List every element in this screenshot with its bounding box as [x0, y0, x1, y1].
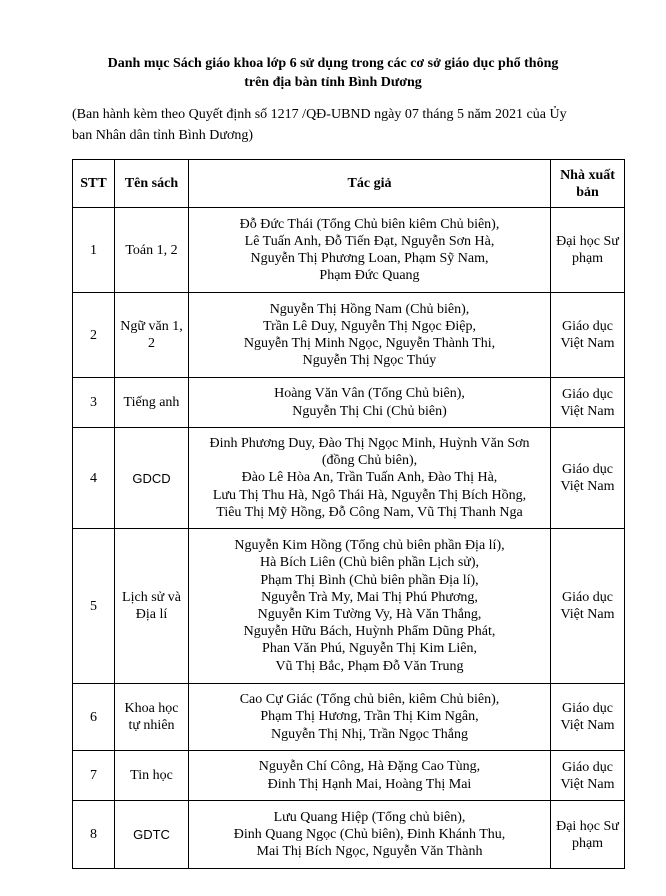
cell-book: Khoa học tự nhiên: [115, 684, 189, 751]
cell-publisher: Giáo dục Việt Nam: [551, 751, 625, 801]
cell-book: Tiếng anh: [115, 378, 189, 428]
cell-authors: [189, 293, 551, 378]
author-line: Mai Thị Bích Ngọc, Nguyễn Văn Thành: [256, 844, 483, 860]
author-line: Phạm Đức Quang: [319, 268, 420, 284]
author-line: Nguyễn Thị Minh Ngọc, Nguyễn Thành Thi,: [243, 336, 496, 351]
author-line: Lưu Thị Thu Hà, Ngô Thái Hà, Nguyễn Thị Bích Hồng,: [212, 487, 527, 503]
header-book: Tên sách: [115, 160, 189, 208]
table-row: [73, 378, 625, 428]
author-line: Nguyễn Thị Ngọc Thúy: [302, 353, 437, 369]
cell-publisher: Đại học Sư phạm: [551, 801, 625, 869]
table-row: [73, 208, 625, 293]
author-line: Nguyễn Thị Chi (Chủ biên): [292, 403, 447, 419]
cell-authors: [189, 428, 551, 529]
header-stt: STT: [73, 160, 115, 208]
cell-publisher: Giáo dục Việt Nam: [551, 293, 625, 378]
cell-authors: [189, 684, 551, 751]
author-line: Lưu Quang Hiệp (Tổng chủ biên),: [273, 809, 466, 825]
author-line: Đinh Quang Ngọc (Chủ biên), Đinh Khánh Thu,: [233, 826, 506, 842]
decision-note-line-1: (Ban hành kèm theo Quyết định số 1217 /QĐ-UBND ngày 07 tháng 5 năm 2021 của Ủy: [72, 107, 567, 122]
cell-stt: 6: [73, 684, 115, 751]
table-row: [73, 428, 625, 529]
document-title-line-2: trên địa bàn tỉnh Bình Dương: [244, 75, 422, 90]
author-line: Cao Cự Giác (Tổng chủ biên, kiêm Chủ biên),: [239, 692, 500, 708]
cell-book: Lịch sử và Địa lí: [115, 529, 189, 684]
author-line: Đinh Phương Duy, Đào Thị Ngọc Minh, Huỳnh Văn Sơn: [209, 435, 530, 451]
cell-book: GDCD: [115, 428, 189, 529]
table-row: [73, 293, 625, 378]
cell-stt: 4: [73, 428, 115, 529]
author-line: Đỗ Đức Thái (Tổng Chủ biên kiêm Chủ biên),: [239, 216, 500, 232]
cell-book: Ngữ văn 1, 2: [115, 293, 189, 378]
table-row: [73, 801, 625, 869]
cell-publisher: Giáo dục Việt Nam: [551, 684, 625, 751]
author-line: Đinh Thị Hạnh Mai, Hoàng Thị Mai: [267, 776, 472, 792]
decision-note-line-2: ban Nhân dân tỉnh Bình Dương): [72, 128, 254, 143]
author-line: Nguyễn Thị Hồng Nam (Chủ biên),: [269, 301, 470, 317]
author-line: Trần Lê Duy, Nguyễn Thị Ngọc Điệp,: [263, 318, 476, 334]
cell-authors: [189, 378, 551, 428]
header-publisher: Nhà xuất bản: [551, 160, 625, 208]
author-line: Nguyễn Thị Nhị, Trần Ngọc Thắng: [270, 726, 469, 742]
cell-stt: 3: [73, 378, 115, 428]
document-title-line-1: Danh mục Sách giáo khoa lớp 6 sử dụng trong các cơ sở giáo dục phổ thông: [107, 56, 559, 71]
author-line: Nguyễn Kim Hồng (Tổng chủ biên phần Địa lí),: [234, 538, 505, 554]
author-line: Nguyễn Kim Tường Vy, Hà Văn Thắng,: [257, 607, 482, 622]
author-line: Nguyễn Hữu Bách, Huỳnh Phẩm Dũng Phát,: [243, 624, 496, 640]
table-row: [73, 751, 625, 801]
cell-publisher: Đại học Sư phạm: [551, 208, 625, 293]
author-line: (đồng Chủ biên),: [321, 453, 418, 469]
cell-authors: [189, 801, 551, 869]
author-line: Nguyễn Chí Công, Hà Đặng Cao Tùng,: [258, 759, 481, 775]
cell-book: Toán 1, 2: [115, 208, 189, 293]
author-line: Hà Bích Liên (Chủ biên phần Lịch sử),: [259, 555, 480, 571]
cell-authors: [189, 208, 551, 293]
author-line: Nguyễn Thị Phương Loan, Phạm Sỹ Nam,: [250, 251, 489, 266]
header-authors: Tác giả: [189, 160, 551, 208]
cell-publisher: Giáo dục Việt Nam: [551, 529, 625, 684]
table-row: [73, 684, 625, 751]
table-header-row: [73, 160, 625, 208]
author-line: Phan Văn Phú, Nguyễn Thị Kim Liên,: [262, 641, 477, 657]
cell-publisher: Giáo dục Việt Nam: [551, 428, 625, 529]
cell-stt: 8: [73, 801, 115, 869]
decision-note: [72, 104, 632, 146]
cell-authors: [189, 751, 551, 801]
author-line: Phạm Thị Hương, Trần Thị Kim Ngân,: [260, 709, 479, 725]
author-line: Phạm Thị Bình (Chủ biên phần Địa lí),: [260, 572, 479, 588]
author-line: Tiêu Thị Mỹ Hồng, Đỗ Công Nam, Vũ Thị Thanh Nga: [216, 504, 523, 520]
cell-stt: 7: [73, 751, 115, 801]
author-line: Nguyễn Trà My, Mai Thị Phú Phương,: [261, 589, 478, 605]
author-line: Vũ Thị Bắc, Phạm Đỗ Văn Trung: [275, 658, 464, 674]
cell-book: Tin học: [115, 751, 189, 801]
table-row: [73, 529, 625, 684]
cell-stt: 2: [73, 293, 115, 378]
cell-book: GDTC: [115, 801, 189, 869]
author-line: Đào Lê Hòa An, Trần Tuấn Anh, Đào Thị Hà,: [241, 470, 498, 486]
cell-authors: [189, 529, 551, 684]
cell-publisher: Giáo dục Việt Nam: [551, 378, 625, 428]
cell-stt: 5: [73, 529, 115, 684]
author-line: Hoàng Văn Vân (Tổng Chủ biên),: [274, 386, 465, 402]
author-line: Lê Tuấn Anh, Đỗ Tiến Đạt, Nguyễn Sơn Hà,: [244, 233, 495, 249]
cell-stt: 1: [73, 208, 115, 293]
textbook-table: [72, 159, 625, 869]
